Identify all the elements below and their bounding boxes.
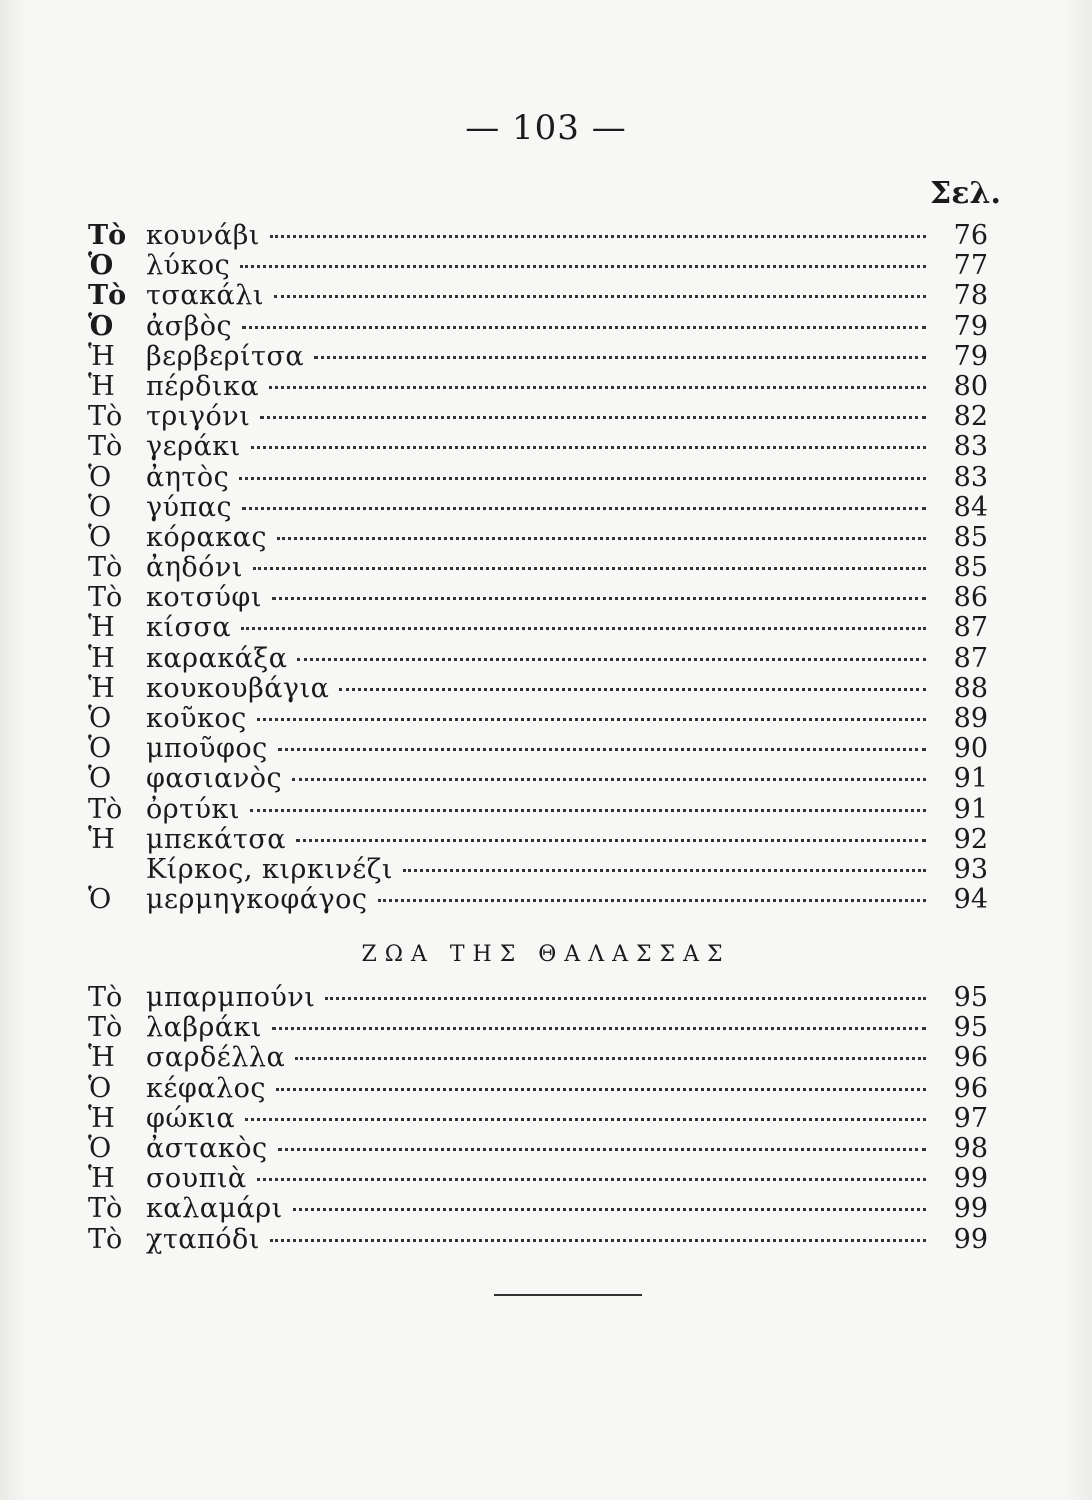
page-reference: 83 xyxy=(953,461,988,493)
article: Ὁ xyxy=(88,250,114,282)
section-title: ΖΩΑ ΤΗΣ ΘΑΛΑΣΣΑΣ xyxy=(361,942,731,967)
page-reference: 91 xyxy=(953,763,988,795)
article: Ὁ xyxy=(88,310,114,342)
page-reference: 89 xyxy=(953,703,988,734)
article: Τὸ xyxy=(88,582,123,614)
page-reference: 96 xyxy=(953,1072,988,1104)
page-reference: 87 xyxy=(953,612,988,644)
toc-row xyxy=(78,1133,988,1163)
page-column-header: Σελ. xyxy=(930,176,1001,211)
toc-row xyxy=(78,341,988,371)
entry-term: Κίρκος, κιρκινέζι xyxy=(146,853,393,885)
page-reference: 92 xyxy=(953,823,988,855)
toc-row xyxy=(78,763,988,793)
page-reference: 99 xyxy=(953,1223,988,1255)
dot-leader xyxy=(241,627,926,630)
page-reference: 84 xyxy=(953,491,988,523)
entry-term: κόρακας xyxy=(146,521,267,553)
toc-row xyxy=(78,311,988,341)
page-reference: 91 xyxy=(953,793,988,825)
dot-leader xyxy=(270,235,926,238)
toc-row xyxy=(78,1073,988,1103)
article: Ἡ xyxy=(88,612,115,644)
toc-row xyxy=(78,522,988,552)
toc-row xyxy=(78,552,988,582)
page-reference: 90 xyxy=(953,733,988,765)
dot-leader xyxy=(260,416,926,419)
page-number: — 103 — xyxy=(465,108,627,148)
entry-term: φασιανὸς xyxy=(146,763,283,795)
toc-row xyxy=(78,733,988,763)
entry-term: μπαρμπούνι xyxy=(146,982,316,1013)
toc-row xyxy=(78,250,988,280)
article: Τὸ xyxy=(88,1193,123,1225)
dot-leader xyxy=(272,597,926,600)
toc-row xyxy=(78,643,988,673)
article: Ὁ xyxy=(88,763,112,795)
entry-term: κουκουβάγια xyxy=(146,672,330,704)
entry-term: ἀστακὸς xyxy=(146,1132,268,1164)
article: Ὁ xyxy=(88,884,112,916)
article: Ἡ xyxy=(88,642,115,674)
entry-term: κέφαλος xyxy=(146,1072,266,1104)
page-reference: 97 xyxy=(953,1102,988,1134)
dot-leader xyxy=(251,446,926,449)
page-reference: 96 xyxy=(953,1042,988,1074)
page-reference: 98 xyxy=(953,1132,988,1164)
entry-term: καλαμάρι xyxy=(146,1193,283,1225)
dot-leader xyxy=(257,1178,926,1181)
dot-leader xyxy=(270,1239,926,1242)
entry-term: ἀηδόνι xyxy=(146,552,243,584)
dot-leader xyxy=(403,869,926,872)
dot-leader xyxy=(314,356,926,359)
dot-leader xyxy=(245,1118,926,1121)
article: Ὁ xyxy=(88,521,112,553)
article: Ἡ xyxy=(88,370,115,402)
dot-leader xyxy=(297,658,926,661)
toc-row xyxy=(78,431,988,461)
article: Ἡ xyxy=(88,1042,115,1074)
dot-leader xyxy=(276,1088,926,1091)
article: Ὁ xyxy=(88,733,112,765)
entry-term: σαρδέλλα xyxy=(146,1042,286,1074)
entry-term: ἀητὸς xyxy=(146,461,230,493)
page-reference: 93 xyxy=(953,853,988,885)
entry-term: φώκια xyxy=(146,1102,236,1134)
dot-leader xyxy=(274,295,926,298)
entry-term: λύκος xyxy=(146,250,231,282)
entry-term: κοτσύφι xyxy=(146,582,262,614)
toc-row xyxy=(78,280,988,310)
toc-row xyxy=(78,1103,988,1133)
toc-row xyxy=(78,1193,988,1223)
toc-row xyxy=(78,982,988,1012)
dot-leader xyxy=(293,1208,926,1211)
article: Ἡ xyxy=(88,340,115,372)
dot-leader xyxy=(292,778,926,781)
toc-row xyxy=(78,492,988,522)
toc-row xyxy=(78,884,988,914)
page-reference: 79 xyxy=(953,310,988,342)
entry-term: κοῦκος xyxy=(146,703,247,734)
page-reference: 76 xyxy=(953,220,988,251)
page-reference: 78 xyxy=(953,280,988,312)
toc-row xyxy=(78,703,988,733)
article: Ὁ xyxy=(88,1072,112,1104)
table-of-contents-sea-animals xyxy=(78,982,988,1254)
article: Ὁ xyxy=(88,491,112,523)
page-reference: 85 xyxy=(953,552,988,584)
dot-leader xyxy=(296,839,926,842)
page-reference: 88 xyxy=(953,672,988,704)
toc-row xyxy=(78,673,988,703)
entry-term: γεράκι xyxy=(146,431,241,463)
entry-term: μποῦφος xyxy=(146,733,268,765)
toc-row xyxy=(78,854,988,884)
entry-term: πέρδικα xyxy=(146,370,260,402)
dot-leader xyxy=(242,507,926,510)
table-of-contents-land-animals xyxy=(78,220,988,914)
entry-term: λαβράκι xyxy=(146,1012,263,1044)
dot-leader xyxy=(277,537,926,540)
entry-term: μερμηγκοφάγος xyxy=(146,884,368,916)
dot-leader xyxy=(242,326,926,329)
article: Ἡ xyxy=(88,823,115,855)
entry-term: χταπόδι xyxy=(146,1223,260,1255)
toc-row xyxy=(78,1224,988,1254)
toc-row xyxy=(78,371,988,401)
entry-term: τσακάλι xyxy=(146,280,264,312)
article: Ἡ xyxy=(88,1102,115,1134)
dot-leader xyxy=(325,997,926,1000)
dot-leader xyxy=(278,748,926,751)
entry-term: σουπιὰ xyxy=(146,1163,247,1195)
entry-term: τριγόνι xyxy=(146,401,251,433)
toc-row xyxy=(78,1012,988,1042)
page-reference: 95 xyxy=(953,1012,988,1044)
bottom-divider xyxy=(494,1294,642,1296)
page-reference: 82 xyxy=(953,401,988,433)
toc-row xyxy=(78,220,988,250)
article: Τὸ xyxy=(88,793,123,825)
toc-row xyxy=(78,1042,988,1072)
page-reference: 87 xyxy=(953,642,988,674)
article: Τὸ xyxy=(88,982,123,1013)
entry-term: μπεκάτσα xyxy=(146,823,286,855)
page-reference: 85 xyxy=(953,521,988,553)
toc-row xyxy=(78,401,988,431)
article: Τὸ xyxy=(88,280,127,312)
page-reference: 80 xyxy=(953,370,988,402)
dot-leader xyxy=(269,386,926,389)
dot-leader xyxy=(295,1057,926,1060)
entry-term: κουνάβι xyxy=(146,220,260,251)
page-reference: 86 xyxy=(953,582,988,614)
article: Ὁ xyxy=(88,461,112,493)
page-reference: 77 xyxy=(953,250,988,282)
toc-row xyxy=(78,1163,988,1193)
article: Τὸ xyxy=(88,1223,123,1255)
article: Τὸ xyxy=(88,220,127,251)
dot-leader xyxy=(378,899,926,902)
article: Τὸ xyxy=(88,1012,123,1044)
entry-term: καρακάξα xyxy=(146,642,288,674)
dot-leader xyxy=(240,265,926,268)
dot-leader xyxy=(250,809,926,812)
page-reference: 99 xyxy=(953,1193,988,1225)
entry-term: βερβερίτσα xyxy=(146,340,305,372)
toc-row xyxy=(78,582,988,612)
toc-row xyxy=(78,612,988,642)
entry-term: γύπας xyxy=(146,491,233,523)
page-reference: 83 xyxy=(953,431,988,463)
dot-leader xyxy=(257,718,926,721)
page-reference: 94 xyxy=(953,884,988,916)
article: Ἡ xyxy=(88,1163,115,1195)
article: Τὸ xyxy=(88,401,123,433)
page-reference: 99 xyxy=(953,1163,988,1195)
entry-term: ὀρτύκι xyxy=(146,793,240,825)
dot-leader xyxy=(278,1148,926,1151)
entry-term: κίσσα xyxy=(146,612,232,644)
article: Ἡ xyxy=(88,672,115,704)
toc-row xyxy=(78,824,988,854)
article: Τὸ xyxy=(88,552,123,584)
page-reference: 95 xyxy=(953,982,988,1013)
toc-row xyxy=(78,794,988,824)
dot-leader xyxy=(272,1027,926,1030)
dot-leader xyxy=(253,567,926,570)
entry-term: ἀσβὸς xyxy=(146,310,233,342)
dot-leader xyxy=(239,477,926,480)
article: Ὁ xyxy=(88,1132,112,1164)
article: Ὁ xyxy=(88,703,112,734)
toc-row xyxy=(78,462,988,492)
article: Τὸ xyxy=(88,431,123,463)
page-reference: 79 xyxy=(953,340,988,372)
dot-leader xyxy=(339,688,926,691)
